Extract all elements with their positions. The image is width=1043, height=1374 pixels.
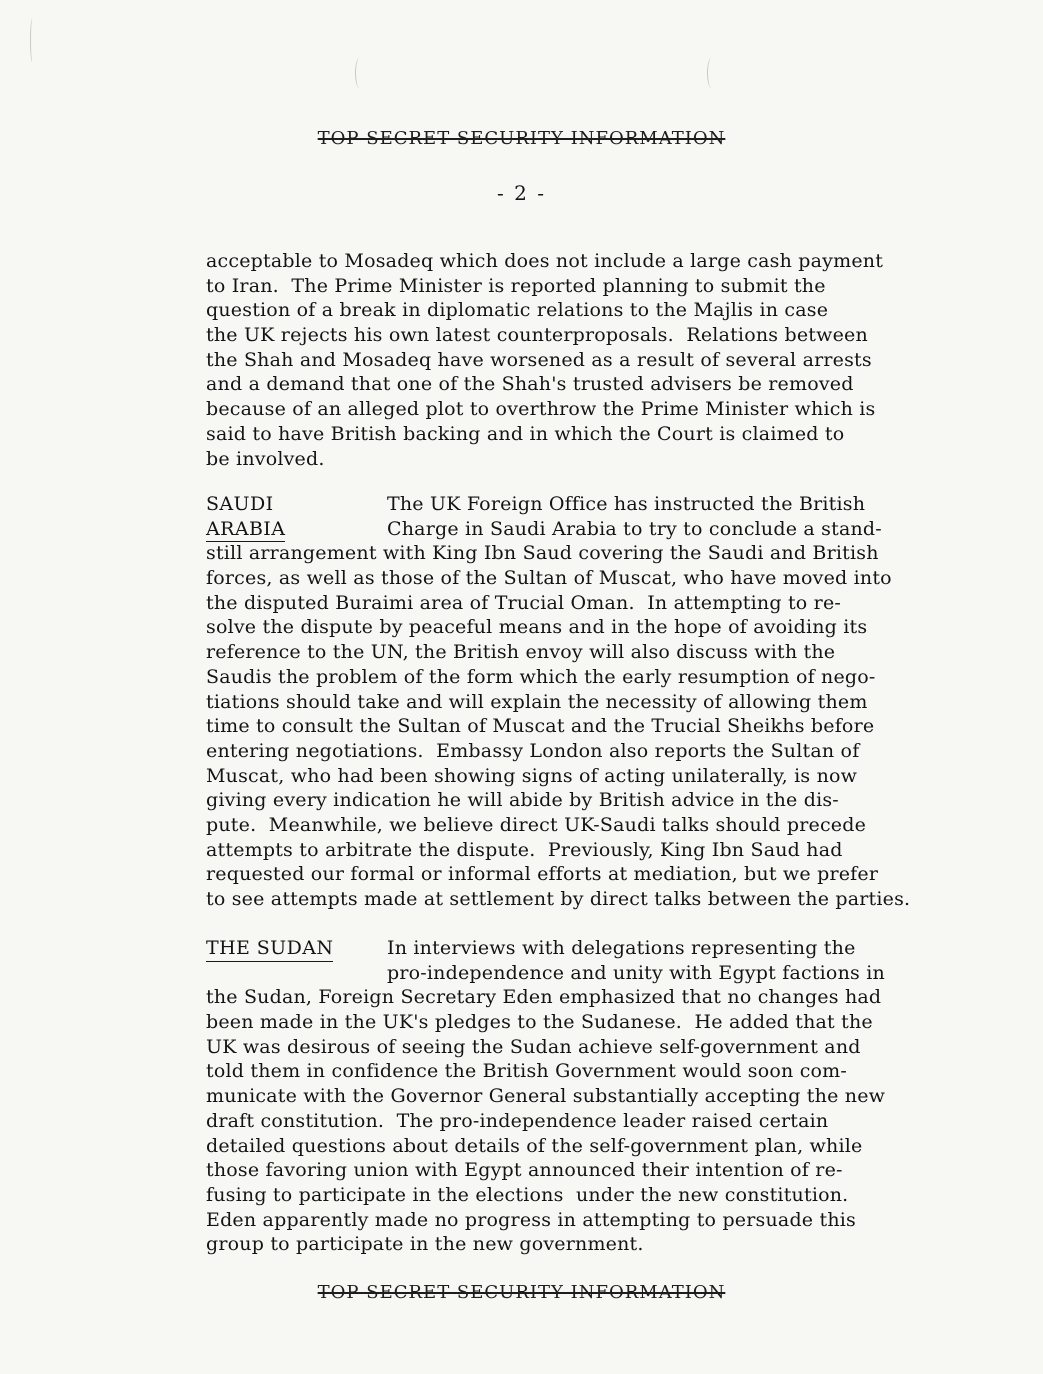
text-line: because of an alleged plot to overthrow the Prime Minister which is	[206, 398, 876, 421]
text-line: to Iran. The Prime Minister is reported planning to submit the	[206, 274, 826, 297]
text-line: the disputed Buraimi area of Trucial Oman. In attempting to re-	[206, 591, 842, 614]
scan-artifact-mark	[707, 58, 716, 88]
text-line: Saudis the problem of the form which the early resumption of nego-	[206, 665, 876, 688]
header-classification	[0, 128, 1043, 149]
heading-line-underlined: THE SUDAN	[206, 936, 333, 962]
text-line: forces, as well as those of the Sultan of Muscat, who have moved into	[206, 567, 892, 590]
text-line: acceptable to Mosadeq which does not include a large cash payment	[206, 250, 884, 272]
text-line: the Shah and Mosadeq have worsened as a result of several arrests	[206, 348, 872, 371]
text-line: time to consult the Sultan of Muscat and the Trucial Sheikhs before	[206, 715, 875, 738]
text-line: reference to the UN, the British envoy will also discuss with the	[206, 641, 836, 664]
text-line: still arrangement with King Ibn Saud covering the Saudi and British	[206, 542, 879, 565]
text-line: question of a break in diplomatic relations to the Majlis in case	[206, 299, 829, 322]
heading-line-underlined: ARABIA	[206, 517, 285, 543]
text-line: the Sudan, Foreign Secretary Eden emphasized that no changes had	[206, 986, 882, 1009]
iran-continuation-paragraph	[206, 249, 966, 471]
text-line: draft constitution. The pro-independence leader raised certain	[206, 1109, 829, 1132]
text-line: been made in the UK's pledges to the Sudanese. He added that the	[206, 1011, 873, 1034]
text-line: those favoring union with Egypt announced their intention of re-	[206, 1159, 843, 1182]
text-line: and a demand that one of the Shah's trusted advisers be removed	[206, 373, 854, 396]
saudi-arabia-paragraph	[206, 492, 966, 912]
text-line: Eden apparently made no progress in attempting to persuade this	[206, 1208, 856, 1231]
text-line: to see attempts made at settlement by direct talks between the parties.	[206, 888, 911, 910]
scan-artifact-mark	[355, 58, 364, 88]
header-classification-text: TOP SECRET SECURITY INFORMATION	[317, 128, 726, 149]
footer-classification	[0, 1282, 1043, 1303]
text-line: giving every indication he will abide by British advice in the dis-	[206, 789, 839, 812]
text-line: fusing to participate in the elections under the new constitution.	[206, 1183, 849, 1206]
text-line: told them in confidence the British Government would soon com-	[206, 1060, 848, 1083]
text-line: The UK Foreign Office has instructed the British	[387, 493, 866, 515]
text-line: requested our formal or informal efforts at mediation, but we prefer	[206, 863, 879, 886]
heading-line: SAUDI	[206, 493, 274, 515]
text-line: be involved.	[206, 447, 325, 470]
text-line: attempts to arbitrate the dispute. Previously, King Ibn Saud had	[206, 838, 843, 861]
text-line: the UK rejects his own latest counterproposals. Relations between	[206, 324, 868, 347]
footer-classification-text: TOP SECRET SECURITY INFORMATION	[317, 1282, 726, 1303]
text-line: Muscat, who had been showing signs of acting unilaterally, is now	[206, 764, 858, 787]
page-number: - 2 -	[497, 181, 546, 205]
the-sudan-paragraph	[206, 936, 966, 1257]
text-line: tiations should take and will explain the necessity of allowing them	[206, 690, 868, 713]
text-line: In interviews with delegations representing the	[387, 937, 856, 959]
text-line: said to have British backing and in which the Court is claimed to	[206, 422, 845, 445]
text-line: UK was desirous of seeing the Sudan achieve self-government and	[206, 1035, 861, 1058]
text-line: solve the dispute by peaceful means and in the hope of avoiding its	[206, 616, 868, 639]
text-line: entering negotiations. Embassy London also reports the Sultan of	[206, 739, 860, 762]
text-line: municate with the Governor General substantially accepting the new	[206, 1085, 886, 1108]
text-line: Charge in Saudi Arabia to try to conclude a stand-	[387, 517, 882, 540]
text-line: group to participate in the new government.	[206, 1233, 644, 1256]
scan-artifact-mark	[30, 18, 35, 63]
text-line: pute. Meanwhile, we believe direct UK-Saudi talks should precede	[206, 813, 867, 836]
text-line: pro-independence and unity with Egypt factions in	[387, 961, 885, 984]
text-line: detailed questions about details of the self-government plan, while	[206, 1134, 863, 1157]
